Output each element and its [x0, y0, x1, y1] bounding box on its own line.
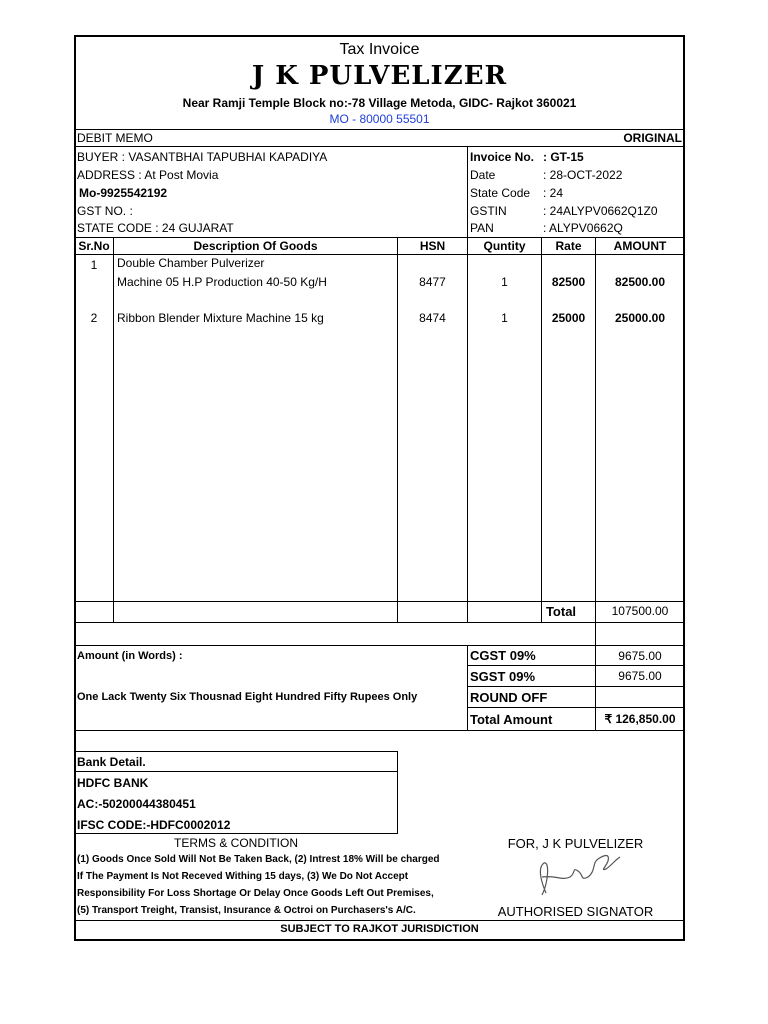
terms-line-4: (5) Transport Treight, Transist, Insurance & Octroi on Purchasers's A/C.: [77, 905, 416, 916]
signature-scribble: [526, 847, 636, 899]
row2-rate: 25000: [551, 311, 586, 325]
total-amount-value: ₹ 126,850.00: [604, 712, 676, 726]
col-description: Description Of Goods: [193, 239, 318, 253]
terms-line-3: Responsibility For Loss Shortage Or Delay Once Goods Left Out Premises,: [77, 888, 434, 899]
sgst-label: SGST 09%: [470, 669, 536, 684]
row2-hsn: 8474: [419, 311, 446, 325]
row1-desc-line2: Machine 05 H.P Production 40-50 Kg/H: [117, 275, 327, 289]
gstin-label: GSTIN: [470, 204, 507, 218]
sgst-value: 9675.00: [618, 669, 662, 683]
row1-amount: 82500.00: [614, 275, 666, 289]
amount-words-label: Amount (in Words) :: [77, 650, 183, 662]
original-label: ORIGINAL: [623, 131, 682, 145]
for-company: FOR, J K PULVELIZER: [507, 836, 644, 851]
buyer-mobile: Mo-9925542192: [79, 186, 168, 200]
buyer-name: BUYER : VASANTBHAI TAPUBHAI KAPADIYA: [77, 150, 328, 164]
col-quantity: Quntity: [483, 239, 526, 253]
date-label: Date: [470, 168, 496, 182]
gstin-value: : 24ALYPV0662Q1Z0: [543, 204, 658, 218]
row1-rate: 82500: [551, 275, 586, 289]
col-hsn: HSN: [419, 239, 446, 253]
company-mobile: MO - 80000 55501: [329, 112, 430, 126]
doc-type: Tax Invoice: [339, 41, 420, 58]
bank-title: Bank Detail.: [77, 755, 146, 769]
col-srno: Sr.No: [78, 239, 110, 253]
total-label: Total: [545, 604, 577, 619]
pan-label: PAN: [470, 221, 494, 235]
jurisdiction: SUBJECT TO RAJKOT JURISDICTION: [280, 923, 479, 935]
invoice-no-label: Invoice No.: [470, 150, 535, 164]
cgst-value: 9675.00: [618, 649, 662, 663]
date-value: : 28-OCT-2022: [543, 168, 623, 182]
row2-srno: 2: [90, 311, 98, 325]
buyer-state-code: STATE CODE : 24 GUJARAT: [77, 221, 234, 235]
terms-line-2: If The Payment Is Not Receved Withing 15 days, (3) We Do Not Accept: [77, 871, 409, 882]
company-address: Near Ramji Temple Block no:-78 Village Metoda, GIDC- Rajkot 360021: [182, 96, 577, 110]
cgst-label: CGST 09%: [470, 648, 536, 663]
row1-desc-line1: Double Chamber Pulverizer: [117, 256, 265, 270]
bank-account: AC:-50200044380451: [77, 797, 196, 811]
terms-line-1: (1) Goods Once Sold Will Not Be Taken Back, (2) Intrest 18% Will be charged: [77, 854, 440, 865]
bank-name: HDFC BANK: [77, 776, 149, 790]
invoice-no-value: : GT-15: [543, 150, 584, 164]
authorised-signator: AUTHORISED SIGNATOR: [497, 904, 654, 919]
bank-ifsc: IFSC CODE:-HDFC0002012: [77, 818, 231, 832]
debit-memo-label: DEBIT MEMO: [77, 131, 153, 145]
row2-desc-line1: Ribbon Blender Mixture Machine 15 kg: [117, 311, 324, 325]
terms-title: TERMS & CONDITION: [173, 836, 298, 850]
total-value: 107500.00: [611, 604, 669, 618]
total-amount-label: Total Amount: [470, 712, 553, 727]
row1-hsn: 8477: [419, 275, 446, 289]
col-amount: AMOUNT: [613, 239, 667, 253]
row1-qty: 1: [501, 275, 508, 289]
amount-words: One Lack Twenty Six Thousnad Eight Hundred Fifty Rupees Only: [77, 691, 418, 703]
state-code-label: State Code: [470, 186, 531, 200]
pan-value: : ALYPV0662Q: [543, 221, 623, 235]
buyer-gst: GST NO. :: [77, 204, 133, 218]
row1-srno: 1: [90, 258, 98, 272]
buyer-address: ADDRESS : At Post Movia: [77, 168, 219, 182]
row2-amount: 25000.00: [614, 311, 666, 325]
state-code-value: : 24: [543, 186, 564, 200]
row2-qty: 1: [501, 311, 508, 325]
round-off-label: ROUND OFF: [470, 690, 548, 705]
company-name: J K PULVELIZER: [251, 61, 508, 91]
col-rate: Rate: [555, 239, 582, 253]
